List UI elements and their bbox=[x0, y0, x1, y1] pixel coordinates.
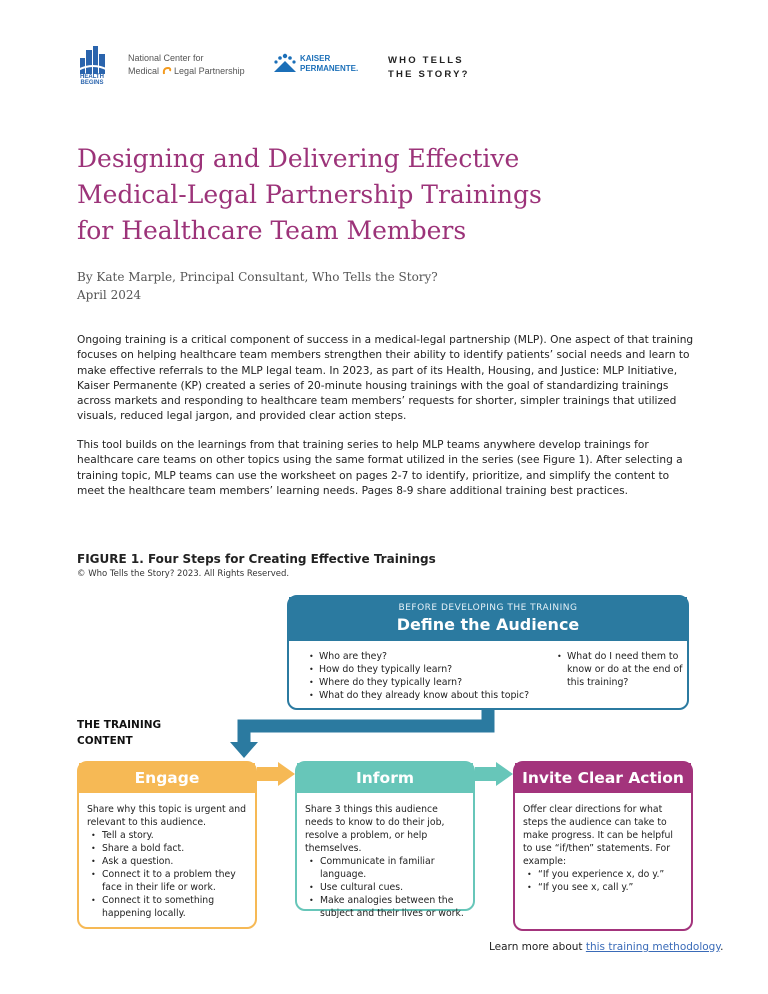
engage-title: Engage bbox=[79, 763, 255, 793]
training-content-label bbox=[77, 717, 161, 749]
list-item: • Share a bold fact. bbox=[87, 842, 247, 855]
list-item: • Tell a story. bbox=[87, 829, 247, 842]
list-item: • Communicate in familiar language. bbox=[305, 855, 465, 881]
tool-paragraph: This tool builds on the learnings from that training series to help MLP teams anywhere develop trainings for healthcare care teams on other topics using the same format utilized in the series (see Figure 1). After selecting a training topic, MLP teams can use the worksheet on pages 2-7 to identify, prioritize, and simplify the content to meet the healthcare team members’ learning needs. Pages 8-9 share additional training best practices. bbox=[77, 439, 683, 497]
figure-title: FIGURE 1. Four Steps for Creating Effective Trainings bbox=[77, 552, 436, 566]
invite-action-box bbox=[513, 761, 693, 931]
ncmlp-legal: Legal Partnership bbox=[174, 66, 245, 76]
inform-to-invite-arrowhead bbox=[496, 762, 513, 786]
title-line: Designing and Delivering Effective bbox=[77, 144, 520, 173]
learn-more-line bbox=[489, 941, 723, 953]
list-item: • Use cultural cues. bbox=[305, 881, 465, 894]
inform-intro: Share 3 things this audience needs to know to do their job, resolve a problem, or help themselves. bbox=[305, 804, 445, 854]
inform-title: Inform bbox=[297, 763, 473, 793]
invite-action-title: Invite Clear Action bbox=[515, 763, 691, 793]
define-to-engage-arrow bbox=[244, 709, 488, 745]
engage-body bbox=[79, 793, 255, 920]
list-item: • What do I need them to know or do at the end of this training? bbox=[555, 650, 683, 689]
figure-copyright: © Who Tells the Story? 2023. All Rights Reserved. bbox=[77, 569, 290, 579]
list-item: • “If you see x, call y.” bbox=[523, 881, 683, 894]
byline: By Kate Marple, Principal Consultant, Who Tells the Story? bbox=[77, 270, 438, 284]
training-content-label-line: THE TRAINING bbox=[77, 719, 162, 731]
define-audience-overline: BEFORE DEVELOPING THE TRAINING bbox=[398, 603, 578, 613]
publish-date: April 2024 bbox=[77, 288, 142, 302]
define-audience-questions-left bbox=[307, 650, 529, 702]
title-line: Medical-Legal Partnership Trainings bbox=[77, 180, 542, 209]
ncmlp-swirl-icon bbox=[162, 66, 172, 76]
list-item: • Who are they? bbox=[307, 650, 529, 663]
title-line: for Healthcare Team Members bbox=[77, 216, 467, 245]
ncmlp-logo-line2 bbox=[128, 66, 245, 76]
invite-action-intro: Offer clear directions for what steps the audience can take to make progress. It can be helpful to use “if/then” statements. For example: bbox=[523, 804, 673, 867]
inform-to-invite-arrow-shaft bbox=[475, 767, 497, 781]
engage-intro: Share why this topic is urgent and relevant to this audience. bbox=[87, 804, 247, 828]
define-audience-questions-right bbox=[555, 650, 683, 689]
list-item: • Ask a question. bbox=[87, 855, 247, 868]
kaiser-permanente-logo-icon bbox=[272, 52, 298, 76]
engage-arrowhead bbox=[230, 742, 258, 758]
ncmlp-logo-line1: National Center for bbox=[128, 53, 204, 63]
learn-more-suffix: . bbox=[720, 941, 724, 953]
list-item: • Connect it to a problem they face in their life or work. bbox=[87, 868, 247, 894]
engage-box bbox=[77, 761, 257, 929]
engage-list bbox=[87, 829, 247, 920]
inform-list bbox=[305, 855, 465, 920]
ncmlp-medical: Medical bbox=[128, 66, 160, 76]
kaiser-logo-line1: KAISER bbox=[300, 54, 331, 63]
byline-block bbox=[77, 268, 438, 304]
intro-paragraph: Ongoing training is a critical component of success in a medical-legal partnership (MLP). One aspect of that training focuses on helping healthcare team members strengthen their ability to identify patients’ social needs and learn to make effective referrals to the MLP legal team. In 2023, as part of its Health, Housing, and Justice: MLP Initiative, Kaiser Permanente (KP) created a series of 20-minute housing trainings with the goal of standardizing trainings across markets and responding to healthcare team members’ requests for shorter, simpler trainings that utilized visuals, reduced legal jargon, and provided clear action steps. bbox=[77, 334, 694, 423]
kaiser-logo-line2: PERMANENTE. bbox=[300, 64, 359, 73]
engage-to-inform-arrowhead bbox=[278, 762, 295, 786]
invite-action-list bbox=[523, 868, 683, 894]
inform-box bbox=[295, 761, 475, 919]
training-methodology-link[interactable]: this training methodology bbox=[585, 941, 721, 953]
learn-more-prefix: Learn more about bbox=[489, 941, 586, 953]
wts-logo-line1: WHO TELLS bbox=[388, 55, 464, 66]
list-item: • How do they typically learn? bbox=[307, 663, 529, 676]
inform-body bbox=[297, 793, 473, 920]
training-content-label-line: CONTENT bbox=[77, 735, 133, 747]
define-audience-title: Define the Audience bbox=[396, 615, 580, 634]
list-item: • Connect it to something happening locally. bbox=[87, 894, 247, 920]
document-title bbox=[77, 141, 542, 249]
list-item: • Make analogies between the subject and their lives or work. bbox=[305, 894, 465, 920]
engage-to-inform-arrow-shaft bbox=[257, 767, 279, 781]
define-audience-box bbox=[287, 595, 689, 710]
list-item: • “If you experience x, do y.” bbox=[523, 868, 683, 881]
list-item: • What do they already know about this topic? bbox=[307, 689, 529, 702]
health-begins-text: HEALTH BEGINS bbox=[80, 74, 104, 86]
list-item: • Where do they typically learn? bbox=[307, 676, 529, 689]
invite-action-body bbox=[515, 793, 691, 894]
define-audience-header bbox=[289, 597, 687, 641]
wts-logo-line2: THE STORY? bbox=[388, 69, 470, 80]
